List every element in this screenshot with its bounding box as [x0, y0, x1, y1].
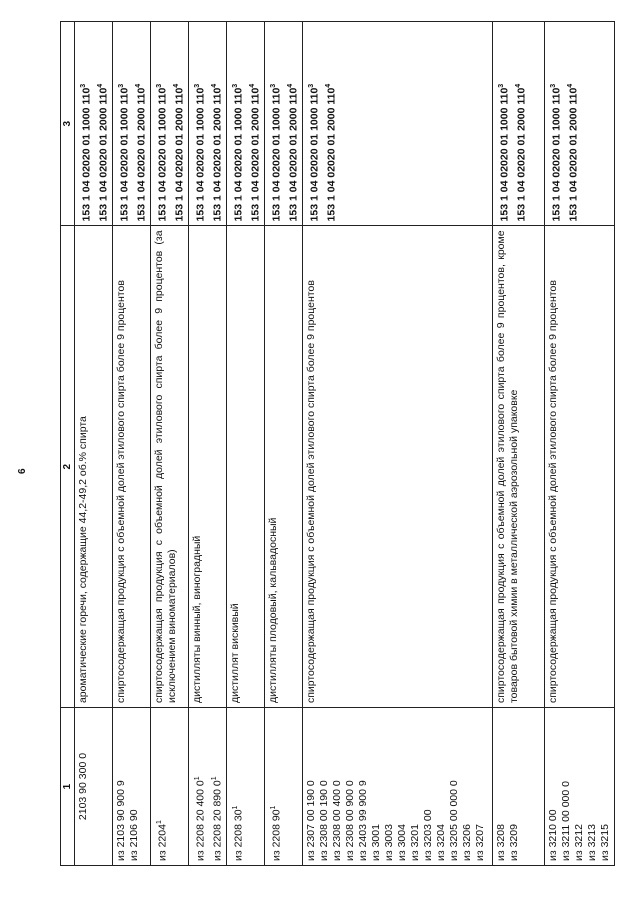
budget-code: 153 1 04 02020 01 1000 $110^3$: [550, 83, 563, 222]
hs-code: из 3215: [599, 824, 611, 861]
budget-code-cell: [265, 22, 303, 226]
description-cell: [227, 226, 265, 708]
hs-code-cell: [113, 708, 151, 866]
description-cell: [75, 226, 113, 708]
budget-code: 153 1 04 02020 01 1000 $110^3$: [80, 83, 93, 222]
column-header-3: 3: [61, 22, 75, 226]
budget-code: 153 1 04 02020 01 2000 $110^4$: [172, 83, 185, 222]
hs-code: из 3203 00: [422, 809, 434, 861]
description-text: спиртосодержащая продукция с объемной долей этилового спирта более 9 процентов: [547, 280, 559, 704]
table-row: [265, 22, 303, 866]
hs-code: из 3204: [435, 824, 447, 861]
customs-code-table: [60, 21, 615, 866]
budget-code-cell: [545, 22, 615, 226]
hs-code: из 2208 $90^1$: [270, 805, 283, 861]
description-text: дистилляты винный, виноградный: [191, 535, 203, 704]
description-cell: [303, 226, 493, 708]
hs-code: из 3211 00 000 0: [560, 781, 572, 861]
hs-code: из 3207: [474, 824, 486, 861]
hs-code: из 3004: [396, 824, 408, 861]
budget-code: 153 1 04 02020 01 1000 $110^3$: [156, 83, 169, 222]
hs-code: из 3208: [495, 824, 507, 861]
table-row: [303, 22, 493, 866]
hs-code-cell: [303, 708, 493, 866]
budget-code: 153 1 04 02020 01 2000 $110^4$: [286, 83, 299, 222]
hs-code: из 3212: [573, 824, 585, 861]
hs-code: из 3205 00 000 0: [448, 780, 460, 861]
hs-code: из 2208 20 890 $0^1$: [210, 776, 223, 861]
hs-code-cell: [189, 708, 227, 866]
hs-code-cell: [265, 708, 303, 866]
budget-code: 153 1 04 02020 01 1000 $110^3$: [498, 83, 511, 222]
hs-code: из 2307 00 190 0: [305, 780, 317, 861]
budget-code: 153 1 04 02020 01 1000 $110^3$: [118, 83, 131, 222]
table-header-row: [61, 22, 75, 866]
hs-code: из 2103 90 900 9: [115, 780, 127, 861]
description-text: дистиллят вискивый: [229, 603, 241, 704]
budget-code: 153 1 04 02020 01 2000 $110^4$: [210, 83, 223, 222]
hs-code: из 2208 20 400 $0^1$: [194, 776, 207, 861]
table-row: [151, 22, 189, 866]
table-row: [545, 22, 615, 866]
hs-code-cell: [545, 708, 615, 866]
description-cell: [151, 226, 189, 708]
hs-code: из 3003: [383, 824, 395, 861]
budget-code: 153 1 04 02020 01 2000 $110^4$: [514, 83, 527, 222]
table-row: [493, 22, 545, 866]
description-text: спиртосодержащая продукция с объемной долей этилового спирта более 9 процентов (за исключением виноматериалов): [153, 230, 178, 704]
budget-code: 153 1 04 02020 01 2000 $110^4$: [134, 83, 147, 222]
budget-code: 153 1 04 02020 01 1000 $110^3$: [232, 83, 245, 222]
hs-code-cell: [493, 708, 545, 866]
hs-code: из 3206: [461, 824, 473, 861]
hs-code: из 2308 00 190 0: [318, 780, 330, 861]
hs-code: из 2204$^1$: [156, 820, 169, 861]
budget-code: 153 1 04 02020 01 2000 $110^4$: [566, 83, 579, 222]
budget-code-cell: [227, 22, 265, 226]
budget-code-cell: [303, 22, 493, 226]
budget-code: 153 1 04 02020 01 2000 $110^4$: [96, 83, 109, 222]
hs-code: из 3209: [508, 824, 520, 861]
description-cell: [189, 226, 227, 708]
description-text: спиртосодержащая продукция с объемной долей этилового спирта более 9 процентов, кроме товаров бытовой химии в металлической аэрозольной упаковке: [495, 230, 520, 704]
hs-code: из 3210 00: [547, 809, 559, 861]
hs-code: из 2208 $30^1$: [232, 805, 245, 861]
budget-code-cell: [151, 22, 189, 226]
budget-code-cell: [113, 22, 151, 226]
description-text: ароматические горечи, содержащие 44,2-49,2 об.% спирта: [77, 416, 89, 704]
column-header-1: 1: [61, 708, 75, 866]
description-cell: [265, 226, 303, 708]
hs-code: из 2106 90: [128, 809, 140, 861]
budget-code: 153 1 04 02020 01 2000 $110^4$: [324, 83, 337, 222]
hs-code: 2103 90 300 0: [77, 752, 89, 821]
budget-code: 153 1 04 02020 01 1000 $110^3$: [194, 83, 207, 222]
description-cell: [545, 226, 615, 708]
budget-code: 153 1 04 02020 01 1000 $110^3$: [270, 83, 283, 222]
table-row: [75, 22, 113, 866]
page-number: 6: [17, 468, 28, 474]
hs-code: из 2308 00 900 0: [344, 780, 356, 861]
budget-code: 153 1 04 02020 01 2000 $110^4$: [248, 83, 261, 222]
description-text: дистилляты плодовый, кальвадосный: [267, 517, 279, 704]
budget-code-cell: [75, 22, 113, 226]
table-row: [189, 22, 227, 866]
budget-code-cell: [189, 22, 227, 226]
description-cell: [493, 226, 545, 708]
budget-code-cell: [493, 22, 545, 226]
description-text: спиртосодержащая продукция с объемной долей этилового спирта более 9 процентов: [305, 280, 317, 704]
hs-code: из 2403 99 900 9: [357, 780, 369, 861]
hs-code: из 3201: [409, 824, 421, 861]
hs-code-cell: [151, 708, 189, 866]
hs-code: из 3001: [370, 824, 382, 861]
hs-code-cell: [75, 708, 113, 866]
description-text: спиртосодержащая продукция с объемной долей этилового спирта более 9 процентов: [115, 280, 127, 704]
rotated-table-container: [60, 21, 611, 866]
column-header-2: 2: [61, 226, 75, 708]
table-row: [113, 22, 151, 866]
hs-code: из 3213: [586, 824, 598, 861]
budget-code: 153 1 04 02020 01 1000 $110^3$: [308, 83, 321, 222]
hs-code: из 2308 00 400 0: [331, 780, 343, 861]
description-cell: [113, 226, 151, 708]
table-row: [227, 22, 265, 866]
hs-code-cell: [227, 708, 265, 866]
